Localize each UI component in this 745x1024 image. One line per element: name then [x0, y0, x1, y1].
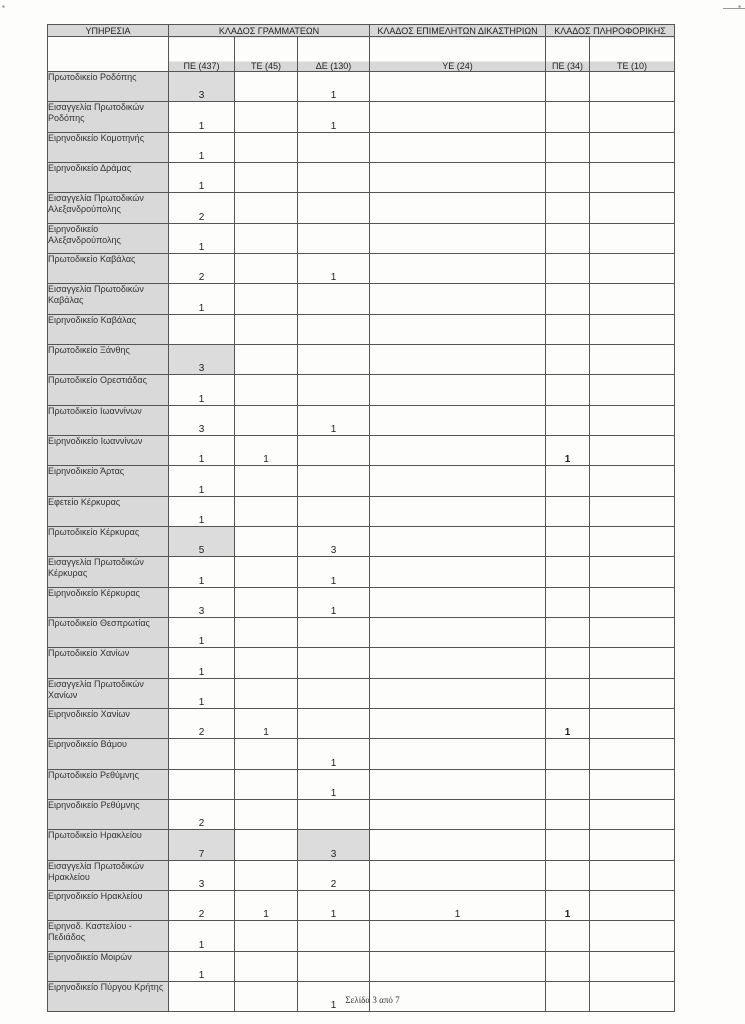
value-cell: 1 — [298, 72, 370, 102]
service-name-cell: Πρωτοδικείο Χανίων — [48, 648, 169, 679]
service-name-cell: Εισαγγελία Πρωτοδικών Ροδόπης — [48, 102, 169, 133]
value-cell — [298, 133, 370, 163]
value-cell — [370, 861, 546, 891]
value-cell — [298, 163, 370, 193]
value-cell — [590, 254, 675, 284]
value-cell — [590, 800, 675, 830]
value-cell — [235, 466, 298, 497]
value-cell: 1 — [298, 406, 370, 436]
value-cell — [370, 375, 546, 406]
value-cell — [235, 72, 298, 102]
value-cell — [546, 254, 590, 284]
value-cell: 1 — [298, 588, 370, 618]
value-cell — [590, 466, 675, 497]
value-cell: 1 — [169, 952, 235, 982]
column-header: ΥΕ (24) — [370, 37, 546, 72]
value-cell — [590, 436, 675, 466]
service-name-cell: Πρωτοδικείο Ξάνθης — [48, 345, 169, 375]
value-cell — [370, 800, 546, 830]
service-name-cell: Ειρηνοδικείο Ιωαννίνων — [48, 436, 169, 466]
table-row — [48, 527, 675, 557]
value-cell — [235, 952, 298, 982]
value-cell — [235, 375, 298, 406]
value-cell — [590, 921, 675, 952]
value-cell — [235, 284, 298, 315]
service-name-cell: Εισαγγελία Πρωτοδικών Αλεξανδρούπολης — [48, 193, 169, 224]
value-cell — [235, 345, 298, 375]
table-body — [48, 72, 675, 1012]
group-header-bailiffs: ΚΛΑΔΟΣ ΕΠΙΜΕΛΗΤΩΝ ΔΙΚΑΣΤΗΡΙΩΝ — [370, 25, 546, 37]
value-cell — [370, 770, 546, 800]
value-cell: 3 — [169, 72, 235, 102]
value-cell — [590, 193, 675, 224]
value-cell — [235, 648, 298, 679]
value-cell: 1 — [546, 891, 590, 921]
value-cell — [546, 830, 590, 861]
value-cell — [590, 618, 675, 648]
value-cell: 1 — [169, 679, 235, 709]
value-cell: 1 — [298, 557, 370, 588]
value-cell — [546, 406, 590, 436]
value-cell: 1 — [169, 224, 235, 254]
service-name-cell: Πρωτοδικείο Καβάλας — [48, 254, 169, 284]
value-cell — [370, 557, 546, 588]
service-name-cell: Πρωτοδικείο Ιωαννίνων — [48, 406, 169, 436]
value-cell: 1 — [169, 618, 235, 648]
value-cell — [590, 224, 675, 254]
value-cell — [590, 739, 675, 770]
table-row — [48, 224, 675, 254]
value-cell: 1 — [169, 648, 235, 679]
value-cell: 1 — [370, 891, 546, 921]
value-cell: 2 — [169, 193, 235, 224]
value-cell — [546, 102, 590, 133]
value-cell — [370, 193, 546, 224]
service-name-cell: Εισαγγελία Πρωτοδικών Ηρακλείου — [48, 861, 169, 891]
value-cell — [370, 345, 546, 375]
value-cell — [590, 133, 675, 163]
service-name-cell: Ειρηνοδικείο Κέρκυρας — [48, 588, 169, 618]
value-cell — [370, 436, 546, 466]
value-cell — [590, 284, 675, 315]
value-cell — [235, 557, 298, 588]
service-name-cell: Ειρηνοδικείο Ηρακλείου — [48, 891, 169, 921]
service-name-cell: Ειρηνοδικείο Ρεθύμνης — [48, 800, 169, 830]
value-cell — [298, 709, 370, 739]
value-cell — [235, 315, 298, 345]
value-cell — [370, 133, 546, 163]
value-cell — [370, 406, 546, 436]
value-cell — [298, 679, 370, 709]
value-cell — [546, 163, 590, 193]
table-row — [48, 315, 675, 345]
page-number: Σελίδα 3 από 7 — [345, 995, 400, 1005]
value-cell — [546, 800, 590, 830]
value-cell: 2 — [169, 891, 235, 921]
value-cell — [370, 72, 546, 102]
value-cell — [546, 345, 590, 375]
value-cell — [235, 830, 298, 861]
value-cell — [590, 770, 675, 800]
value-cell — [590, 345, 675, 375]
service-name-cell: Εισαγγελία Πρωτοδικών Κέρκυρας — [48, 557, 169, 588]
value-cell — [235, 921, 298, 952]
value-cell: 1 — [298, 770, 370, 800]
value-cell: 1 — [235, 709, 298, 739]
table-row — [48, 406, 675, 436]
value-cell: 3 — [169, 406, 235, 436]
table-row — [48, 436, 675, 466]
value-cell — [235, 861, 298, 891]
value-cell — [590, 952, 675, 982]
value-cell — [370, 315, 546, 345]
value-cell — [370, 739, 546, 770]
service-name-cell: Πρωτοδικείο Ροδόπης — [48, 72, 169, 102]
value-cell — [590, 679, 675, 709]
value-cell: 1 — [298, 739, 370, 770]
value-cell: 1 — [169, 163, 235, 193]
value-cell: 1 — [235, 436, 298, 466]
value-cell: 1 — [169, 284, 235, 315]
service-name-cell: Εισαγγελία Πρωτοδικών Χανίων — [48, 679, 169, 709]
table-row — [48, 800, 675, 830]
value-cell — [298, 315, 370, 345]
value-cell — [235, 163, 298, 193]
table-row — [48, 709, 675, 739]
table-row — [48, 102, 675, 133]
value-cell: 5 — [169, 527, 235, 557]
value-cell — [370, 527, 546, 557]
value-cell: 1 — [169, 497, 235, 527]
value-cell — [590, 315, 675, 345]
value-cell: 1 — [298, 102, 370, 133]
value-cell — [546, 861, 590, 891]
value-cell: 2 — [298, 861, 370, 891]
value-cell — [370, 618, 546, 648]
value-cell — [590, 72, 675, 102]
table-row — [48, 830, 675, 861]
scan-mark-left: ▪ — [2, 2, 5, 11]
value-cell — [546, 739, 590, 770]
table-row — [48, 133, 675, 163]
value-cell — [298, 618, 370, 648]
value-cell: 3 — [169, 345, 235, 375]
value-cell: 3 — [298, 830, 370, 861]
table-row — [48, 284, 675, 315]
value-cell — [546, 557, 590, 588]
value-cell — [298, 921, 370, 952]
value-cell — [235, 133, 298, 163]
value-cell — [370, 466, 546, 497]
value-cell — [546, 193, 590, 224]
value-cell — [235, 679, 298, 709]
column-header-row — [48, 37, 675, 72]
table-row — [48, 345, 675, 375]
service-name-cell: Ειρηνοδικείο Χανίων — [48, 709, 169, 739]
value-cell: 1 — [546, 709, 590, 739]
value-cell — [370, 830, 546, 861]
value-cell — [370, 921, 546, 952]
value-cell — [370, 102, 546, 133]
value-cell — [590, 375, 675, 406]
column-header: ΠΕ (34) — [546, 37, 590, 72]
column-header: ΔΕ (130) — [298, 37, 370, 72]
value-cell — [298, 436, 370, 466]
table-row — [48, 254, 675, 284]
value-cell — [169, 315, 235, 345]
value-cell: 1 — [169, 102, 235, 133]
value-cell: 3 — [298, 527, 370, 557]
value-cell — [546, 527, 590, 557]
value-cell — [298, 345, 370, 375]
table-row — [48, 588, 675, 618]
value-cell — [546, 315, 590, 345]
service-name-cell: Πρωτοδικείο Κέρκυρας — [48, 527, 169, 557]
value-cell — [235, 800, 298, 830]
value-cell — [370, 497, 546, 527]
value-cell — [298, 193, 370, 224]
service-header-blank — [48, 37, 169, 72]
value-cell — [590, 527, 675, 557]
value-cell — [590, 163, 675, 193]
value-cell — [235, 739, 298, 770]
value-cell — [235, 588, 298, 618]
value-cell — [235, 527, 298, 557]
value-cell — [370, 952, 546, 982]
service-name-cell: Ειρηνοδικείο Κομοτηνής — [48, 133, 169, 163]
scan-mark-right: ▪ — [738, 2, 741, 11]
column-header: ΤΕ (10) — [590, 37, 675, 72]
value-cell — [590, 406, 675, 436]
service-name-cell: Ειρηνοδικείο Δράμας — [48, 163, 169, 193]
value-cell — [298, 800, 370, 830]
value-cell — [298, 466, 370, 497]
value-cell: 7 — [169, 830, 235, 861]
value-cell — [169, 770, 235, 800]
service-name-cell: Ειρηνοδ. Καστελίου - Πεδιάδος — [48, 921, 169, 952]
value-cell — [235, 770, 298, 800]
value-cell: 3 — [169, 861, 235, 891]
value-cell — [590, 497, 675, 527]
table-row — [48, 618, 675, 648]
value-cell — [235, 618, 298, 648]
value-cell — [235, 254, 298, 284]
value-cell — [546, 72, 590, 102]
value-cell: 2 — [169, 709, 235, 739]
value-cell — [235, 406, 298, 436]
table-row — [48, 497, 675, 527]
table-row — [48, 163, 675, 193]
value-cell — [590, 102, 675, 133]
service-name-cell: Εισαγγελία Πρωτοδικών Καβάλας — [48, 284, 169, 315]
service-name-cell: Πρωτοδικείο Ρεθύμνης — [48, 770, 169, 800]
value-cell — [169, 739, 235, 770]
value-cell — [590, 830, 675, 861]
service-name-cell: Ειρηνοδικείο Βάμου — [48, 739, 169, 770]
value-cell — [370, 284, 546, 315]
value-cell — [546, 284, 590, 315]
table-row — [48, 648, 675, 679]
value-cell — [235, 102, 298, 133]
table-row — [48, 770, 675, 800]
value-cell — [546, 466, 590, 497]
table-row — [48, 193, 675, 224]
service-name-cell: Πρωτοδικείο Ηρακλείου — [48, 830, 169, 861]
column-header: ΠΕ (437) — [169, 37, 235, 72]
value-cell: 1 — [169, 133, 235, 163]
value-cell: 1 — [298, 254, 370, 284]
group-header-row — [48, 25, 675, 37]
value-cell — [546, 770, 590, 800]
column-header: ΤΕ (45) — [235, 37, 298, 72]
value-cell — [546, 497, 590, 527]
positions-table — [47, 24, 675, 1012]
table-row — [48, 557, 675, 588]
service-name-cell: Ειρηνοδικείο Πύργου Κρήτης — [48, 982, 169, 1012]
value-cell — [546, 921, 590, 952]
value-cell: 1 — [169, 466, 235, 497]
table-row — [48, 679, 675, 709]
value-cell — [590, 709, 675, 739]
service-name-cell: Ειρηνοδικείο Αλεξανδρούπολης — [48, 224, 169, 254]
value-cell — [546, 224, 590, 254]
service-name-cell: Εφετείο Κέρκυρας — [48, 497, 169, 527]
service-name-cell: Ειρηνοδικείο Άρτας — [48, 466, 169, 497]
value-cell: 1 — [298, 982, 370, 1012]
value-cell: 1 — [235, 891, 298, 921]
value-cell — [298, 284, 370, 315]
service-name-cell: Πρωτοδικείο Θεσπρωτίας — [48, 618, 169, 648]
value-cell — [546, 133, 590, 163]
group-header-it: ΚΛΑΔΟΣ ΠΛΗΡΟΦΟΡΙΚΗΣ — [546, 25, 675, 37]
value-cell: 1 — [169, 436, 235, 466]
value-cell: 1 — [169, 557, 235, 588]
service-name-cell: Ειρηνοδικείο Καβάλας — [48, 315, 169, 345]
value-cell — [370, 224, 546, 254]
service-name-cell: Πρωτοδικείο Ορεστιάδας — [48, 375, 169, 406]
table-row — [48, 861, 675, 891]
value-cell — [235, 193, 298, 224]
table-row — [48, 466, 675, 497]
value-cell — [546, 679, 590, 709]
value-cell — [546, 588, 590, 618]
service-name-cell: Ειρηνοδικείο Μοιρών — [48, 952, 169, 982]
value-cell — [370, 163, 546, 193]
table-row — [48, 952, 675, 982]
value-cell — [590, 861, 675, 891]
scan-edge-line — [723, 8, 745, 9]
service-header: ΥΠΗΡΕΣΙΑ — [48, 25, 169, 37]
value-cell — [298, 497, 370, 527]
value-cell — [370, 648, 546, 679]
value-cell: 1 — [169, 375, 235, 406]
value-cell — [546, 952, 590, 982]
group-header-clerks: ΚΛΑΔΟΣ ΓΡΑΜΜΑΤΕΩΝ — [169, 25, 370, 37]
table-row — [48, 375, 675, 406]
value-cell — [370, 254, 546, 284]
value-cell — [298, 224, 370, 254]
table-row — [48, 921, 675, 952]
value-cell — [546, 648, 590, 679]
value-cell: 3 — [169, 588, 235, 618]
value-cell: 1 — [169, 921, 235, 952]
table-row — [48, 72, 675, 102]
value-cell — [370, 679, 546, 709]
value-cell: 1 — [546, 436, 590, 466]
value-cell — [370, 709, 546, 739]
value-cell — [235, 497, 298, 527]
value-cell — [590, 588, 675, 618]
value-cell — [370, 588, 546, 618]
value-cell — [590, 648, 675, 679]
value-cell — [298, 952, 370, 982]
value-cell — [546, 375, 590, 406]
value-cell: 2 — [169, 800, 235, 830]
value-cell — [235, 224, 298, 254]
value-cell: 1 — [298, 891, 370, 921]
value-cell — [298, 648, 370, 679]
value-cell: 2 — [169, 254, 235, 284]
table-row — [48, 739, 675, 770]
value-cell — [298, 375, 370, 406]
value-cell — [590, 557, 675, 588]
value-cell — [546, 618, 590, 648]
value-cell — [590, 891, 675, 921]
table-row — [48, 891, 675, 921]
